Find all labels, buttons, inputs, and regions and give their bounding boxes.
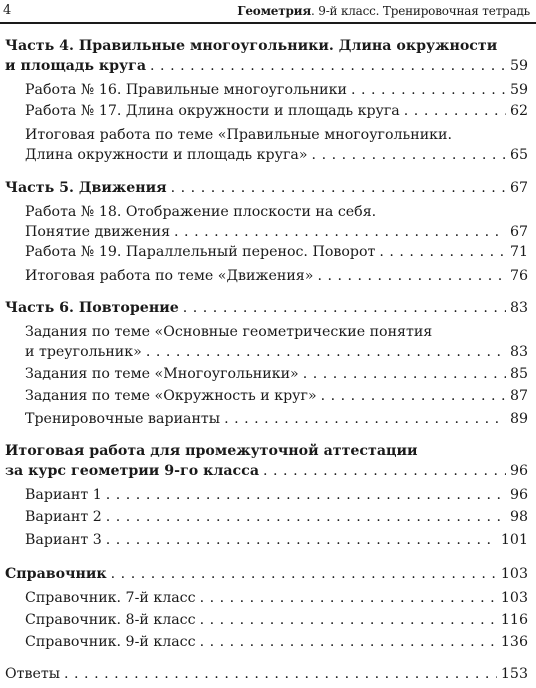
toc-item-part5-final[interactable]: Итоговая работа по теме «Движения» . . . 76 (25, 268, 528, 284)
toc-page: 85 (509, 366, 528, 382)
toc-page: 96 (509, 463, 528, 479)
leader-dots (351, 82, 506, 98)
toc-part5-title[interactable]: Часть 5. Движения . . . 67 (5, 180, 528, 196)
toc-page: 76 (509, 268, 528, 284)
leader-dots (317, 268, 506, 284)
leader-dots (106, 487, 506, 503)
leader-dots (111, 566, 497, 582)
leader-dots (200, 634, 497, 650)
leader-dots (200, 590, 497, 606)
toc-item-work18-line2[interactable]: Понятие движения . . . 67 (25, 224, 528, 240)
toc-item-part4-final-line2[interactable]: Длина окружности и площадь круга» . . . 65 (25, 147, 528, 163)
toc-item-polygons[interactable]: Задания по теме «Многоугольники» . . . 85 (25, 366, 528, 382)
running-head-subject: Геометрия (237, 4, 312, 18)
toc-page: 103 (500, 590, 528, 606)
toc-page: 98 (509, 509, 528, 525)
leader-dots (64, 666, 497, 682)
toc-page: 87 (509, 388, 528, 404)
toc-item-variant-1[interactable]: Вариант 1 . . . 96 (25, 487, 528, 503)
leader-dots (174, 224, 506, 240)
leader-dots (263, 463, 506, 479)
leader-dots (224, 411, 506, 427)
leader-dots (404, 103, 506, 119)
leader-dots (171, 180, 506, 196)
leader-dots (321, 388, 506, 404)
toc-page: 83 (509, 300, 528, 316)
toc-item-work18-line1[interactable]: Работа № 18. Отображение плоскости на себя. (25, 204, 377, 220)
toc-item-practice-variants[interactable]: Тренировочные варианты . . . 89 (25, 411, 528, 427)
toc-page: 67 (509, 224, 528, 240)
toc-item-work19[interactable]: Работа № 19. Параллельный перенос. Поворот . . . 71 (25, 244, 528, 260)
leader-dots (106, 532, 497, 548)
running-head-rest: . 9-й класс. Тренировочная тетрадь (311, 4, 530, 18)
page-number: 4 (3, 3, 12, 18)
toc-item-reference-8[interactable]: Справочник. 8-й класс . . . 116 (25, 612, 528, 628)
toc-page: 65 (509, 147, 528, 163)
leader-dots (312, 147, 506, 163)
toc-item-work17[interactable]: Работа № 17. Длина окружности и площадь круга . . . 62 (25, 103, 528, 119)
leader-dots (106, 509, 506, 525)
toc-page: 101 (500, 532, 528, 548)
toc-item-reference-9[interactable]: Справочник. 9-й класс . . . 136 (25, 634, 528, 650)
leader-dots (303, 366, 506, 382)
toc-page: 59 (509, 82, 528, 98)
running-head (237, 4, 530, 18)
leader-dots (150, 58, 506, 74)
toc-page: 71 (509, 244, 528, 260)
toc-page: 153 (500, 666, 528, 682)
toc-part4-title-line1[interactable]: Часть 4. Правильные многоугольники. Длина окружности (5, 38, 498, 54)
toc-page: 103 (500, 566, 528, 582)
toc-item-circle[interactable]: Задания по теме «Окружность и круг» . . . 87 (25, 388, 528, 404)
toc-part6-title[interactable]: Часть 6. Повторение . . . 83 (5, 300, 528, 316)
toc-part4-title-line2[interactable]: и площадь круга . . . 59 (5, 58, 528, 74)
toc-item-variant-2[interactable]: Вариант 2 . . . 98 (25, 509, 528, 525)
toc-page: 83 (509, 344, 528, 360)
toc-item-work16[interactable]: Работа № 16. Правильные многоугольники . . . 59 (25, 82, 528, 98)
toc-page: 59 (509, 58, 528, 74)
header-rule (0, 22, 536, 24)
toc-item-basic-concepts-line2[interactable]: и треугольник» . . . 83 (25, 344, 528, 360)
toc-answers[interactable]: Ответы . . . 153 (5, 666, 528, 682)
toc-final-work-title-line2[interactable]: за курс геометрии 9-го класса . . . 96 (5, 463, 528, 479)
toc-page: 116 (500, 612, 528, 628)
leader-dots (146, 344, 506, 360)
leader-dots (200, 612, 497, 628)
toc-item-reference-7[interactable]: Справочник. 7-й класс . . . 103 (25, 590, 528, 606)
toc-page: 62 (509, 103, 528, 119)
toc-item-part4-final-line1[interactable]: Итоговая работа по теме «Правильные многоугольники. (25, 127, 453, 143)
toc-reference-title[interactable]: Справочник . . . 103 (5, 566, 528, 582)
toc-page: 67 (509, 180, 528, 196)
toc-page: 136 (500, 634, 528, 650)
leader-dots (183, 300, 506, 316)
leader-dots (379, 244, 506, 260)
toc-final-work-title-line1[interactable]: Итоговая работа для промежуточной аттестации (5, 443, 418, 459)
toc-item-variant-3[interactable]: Вариант 3 . . . 101 (25, 532, 528, 548)
toc-item-basic-concepts-line1[interactable]: Задания по теме «Основные геометрические понятия (25, 324, 433, 340)
toc-page: 96 (509, 487, 528, 503)
toc-page: 89 (509, 411, 528, 427)
